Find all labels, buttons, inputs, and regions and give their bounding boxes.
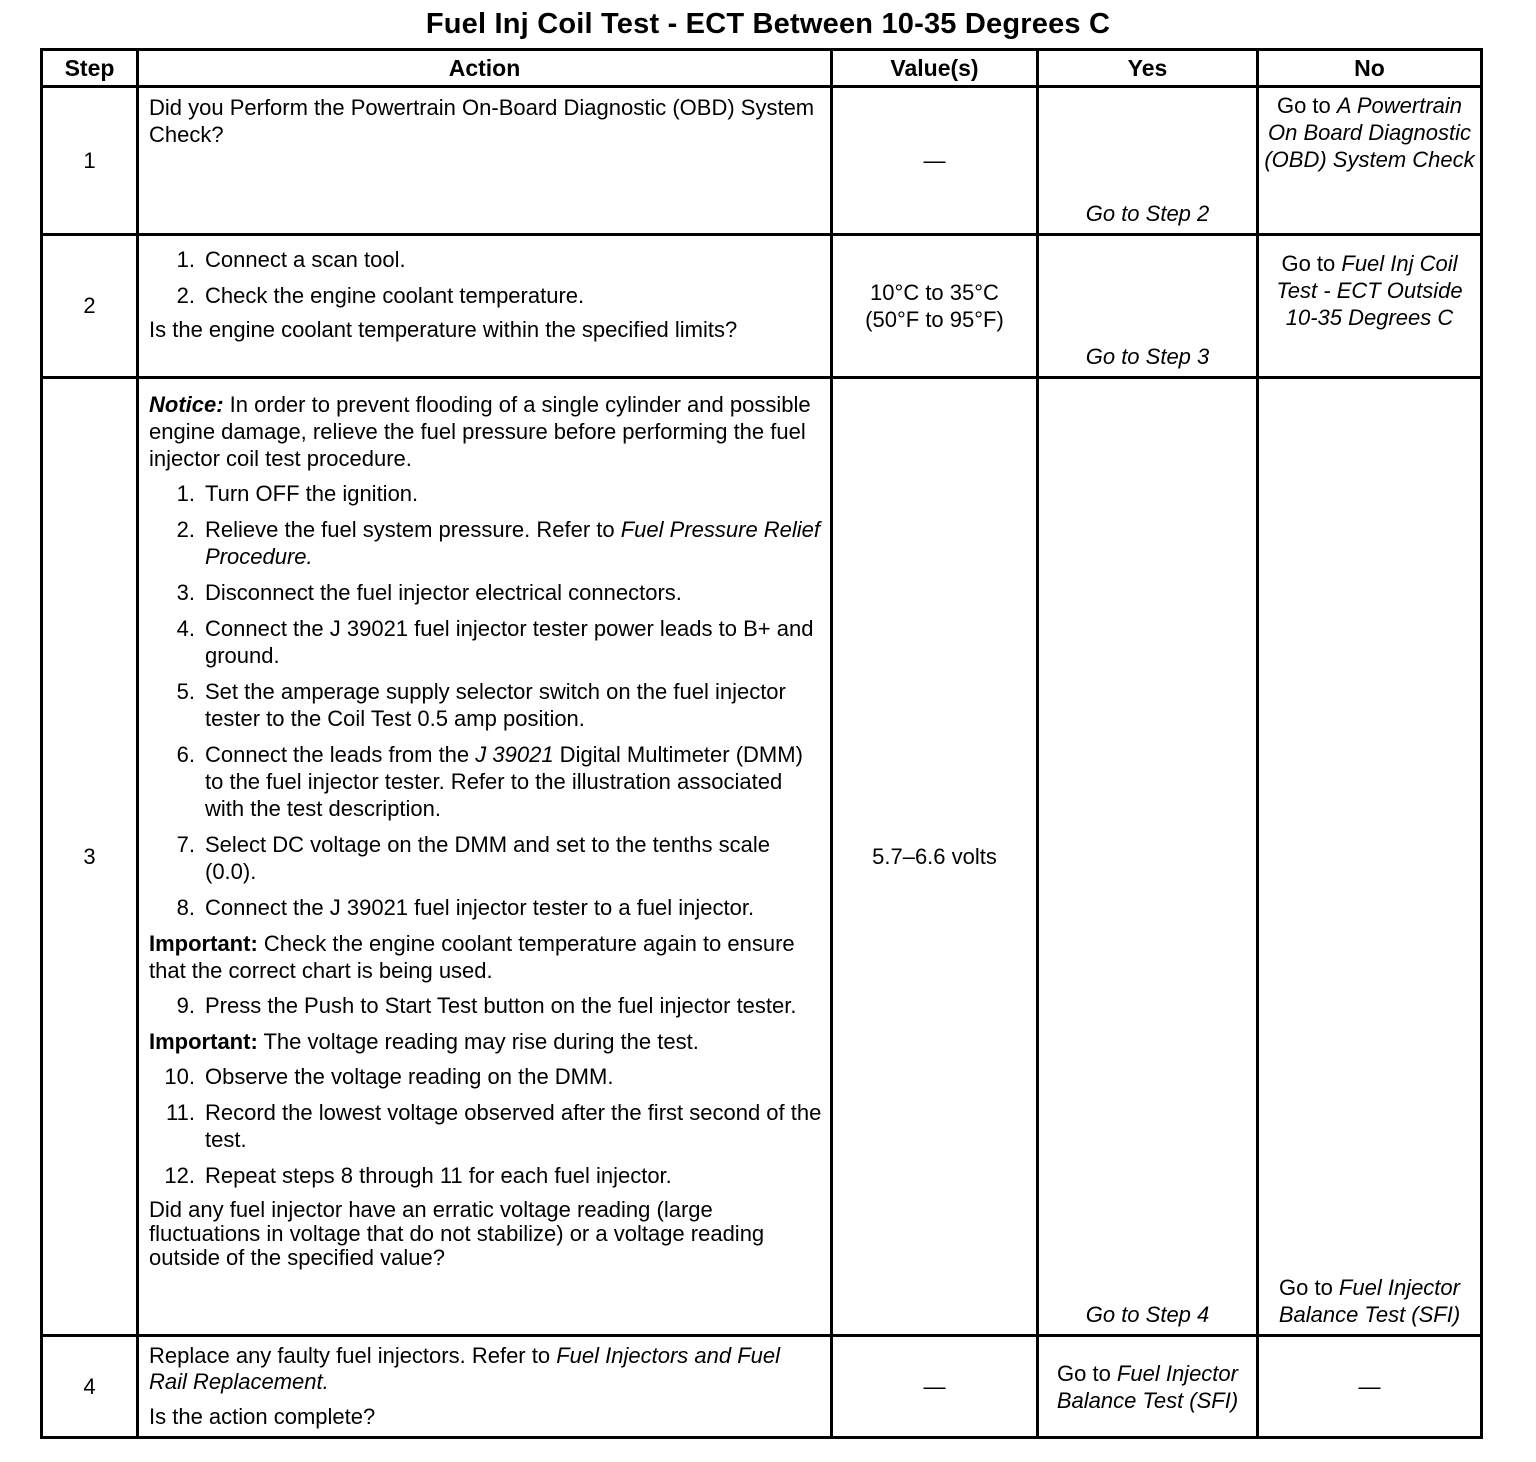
question-text: Did any fuel injector have an erratic voltage reading (large fluctuations in voltage that do not stabilize) or a voltage reading outside of the specified value? bbox=[149, 1197, 765, 1270]
step-number: 3 bbox=[42, 378, 138, 1336]
notice-label: Notice: bbox=[149, 392, 224, 417]
action-cell bbox=[138, 1336, 832, 1438]
important-label: Important: bbox=[149, 931, 258, 956]
question-text: Is the engine coolant temperature within the specified limits? bbox=[149, 317, 738, 342]
header-values: Value(s) bbox=[832, 50, 1038, 87]
action-text: Did you Perform the Powertrain On-Board Diagnostic (OBD) System Check? bbox=[149, 95, 815, 147]
important-label: Important: bbox=[149, 1029, 258, 1054]
no-cell bbox=[1258, 87, 1482, 235]
procedure-list bbox=[149, 1063, 822, 1189]
no-link[interactable]: Fuel Inj Coil Test - ECT Outside 10-35 Degrees C bbox=[1276, 251, 1463, 330]
action-cell bbox=[138, 87, 832, 235]
list-item: 2. Check the engine coolant temperature. bbox=[176, 283, 585, 308]
important-block bbox=[149, 930, 822, 984]
list-item: 4. Connect the J 39021 fuel injector tester power leads to B+ and ground. bbox=[176, 616, 814, 668]
header-no: No bbox=[1258, 50, 1482, 87]
list-item: 9. Press the Push to Start Test button on the fuel injector tester. bbox=[176, 993, 797, 1018]
procedure-link[interactable]: Fuel Pressure Relief Procedure. bbox=[205, 517, 821, 569]
yes-link[interactable]: Go to Step 3 bbox=[1038, 235, 1258, 378]
action-text: Replace any faulty fuel injectors. Refer to Fuel Injectors and Fuel Rail Replacement. bbox=[149, 1343, 780, 1394]
list-item: 1. Connect a scan tool. bbox=[176, 247, 406, 272]
list-item: 8. Connect the J 39021 fuel injector tester to a fuel injector. bbox=[176, 895, 755, 920]
value-line: 10°C to 35°C bbox=[870, 280, 999, 305]
important-block bbox=[149, 1028, 822, 1055]
no-prefix: Go to bbox=[1276, 93, 1337, 118]
value-line: (50°F to 95°F) bbox=[865, 307, 1004, 332]
action-cell bbox=[138, 235, 832, 378]
yes-cell bbox=[1038, 1336, 1258, 1438]
page-title: Fuel Inj Coil Test - ECT Between 10-35 Degrees C bbox=[425, 8, 1111, 40]
step-number: 1 bbox=[42, 87, 138, 235]
tool-link[interactable]: J 39021 bbox=[475, 742, 554, 767]
procedure-list bbox=[149, 480, 822, 921]
step-number: 4 bbox=[42, 1336, 138, 1438]
important-text: Check the engine coolant temperature again to ensure that the correct chart is being used. bbox=[149, 931, 795, 983]
procedure-list bbox=[149, 246, 822, 309]
list-item: 1. Turn OFF the ignition. bbox=[176, 481, 419, 506]
action-cell bbox=[138, 378, 832, 1336]
header-row bbox=[42, 50, 1482, 87]
yes-link[interactable]: Go to Step 2 bbox=[1038, 87, 1258, 235]
important-text: The voltage reading may rise during the test. bbox=[257, 1029, 699, 1054]
diagnostic-table bbox=[40, 48, 1483, 1439]
notice-block bbox=[149, 391, 822, 472]
no-cell: — bbox=[1258, 1336, 1482, 1438]
no-cell bbox=[1258, 378, 1482, 1336]
procedure-link[interactable]: Fuel Injectors and Fuel Rail Replacement. bbox=[149, 1343, 780, 1394]
value-cell: — bbox=[832, 1336, 1038, 1438]
yes-link[interactable]: Fuel Injector Balance Test (SFI) bbox=[1056, 1360, 1239, 1413]
no-prefix: Go to bbox=[1279, 1275, 1339, 1300]
table-row bbox=[42, 378, 1482, 1336]
list-item: 12. Repeat steps 8 through 11 for each fuel injector. bbox=[164, 1163, 672, 1188]
table-row bbox=[42, 1336, 1482, 1438]
notice-text: In order to prevent flooding of a single cylinder and possible engine damage, relieve the fuel pressure before performing the fuel injector coil test procedure. bbox=[149, 392, 811, 471]
no-link[interactable]: A Powertrain On Board Diagnostic (OBD) System Check bbox=[1264, 93, 1475, 172]
list-item: 7. Select DC voltage on the DMM and set to the tenths scale (0.0). bbox=[176, 832, 770, 884]
table-row bbox=[42, 235, 1482, 378]
step-number: 2 bbox=[42, 235, 138, 378]
yes-link[interactable]: Go to Step 4 bbox=[1038, 378, 1258, 1336]
list-item: 5. Set the amperage supply selector switch on the fuel injector tester to the Coil Test 0.5 amp position. bbox=[176, 679, 786, 731]
list-item: 3. Disconnect the fuel injector electrical connectors. bbox=[176, 580, 682, 605]
table-row bbox=[42, 87, 1482, 235]
list-item: 10. Observe the voltage reading on the DMM. bbox=[164, 1064, 614, 1089]
question-text: Is the action complete? bbox=[149, 1404, 376, 1429]
list-item: 6. Connect the leads from the J 39021 Digital Multimeter (DMM) to the fuel injector tester. Refer to the illustration associated with the test description. bbox=[176, 742, 803, 821]
list-item: 2. Relieve the fuel system pressure. Refer to Fuel Pressure Relief Procedure. bbox=[176, 517, 821, 569]
value-cell bbox=[832, 235, 1038, 378]
list-item: 11. Record the lowest voltage observed after the first second of the test. bbox=[166, 1100, 822, 1152]
header-yes: Yes bbox=[1038, 50, 1258, 87]
no-cell bbox=[1258, 235, 1482, 378]
procedure-list bbox=[149, 992, 822, 1019]
value-cell: 5.7–6.6 volts bbox=[832, 378, 1038, 1336]
no-prefix: Go to bbox=[1281, 251, 1342, 276]
no-link[interactable]: Fuel Injector Balance Test (SFI) bbox=[1278, 1275, 1461, 1327]
yes-prefix: Go to bbox=[1057, 1360, 1117, 1386]
header-step: Step bbox=[42, 50, 138, 87]
value-cell: — bbox=[832, 87, 1038, 235]
header-action: Action bbox=[138, 50, 832, 87]
